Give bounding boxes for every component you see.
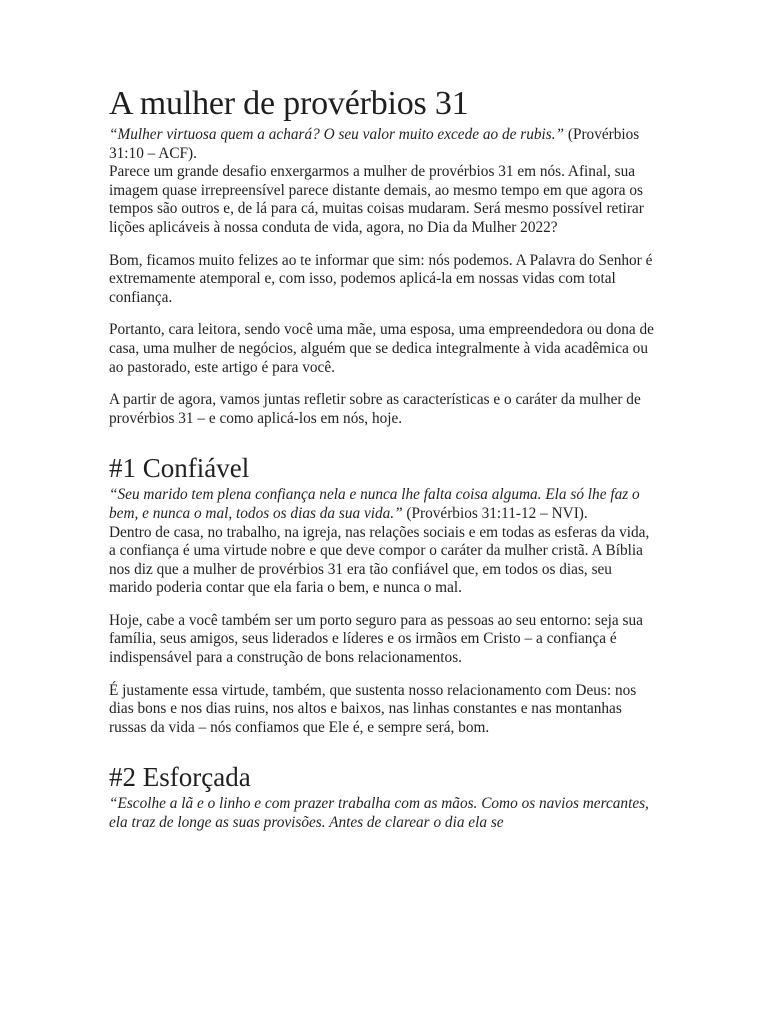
section-quote-paragraph xyxy=(109,486,659,523)
page-title: A mulher de provérbios 31 xyxy=(109,85,469,122)
section-heading: #2 Esforçada xyxy=(109,762,251,793)
body-paragraph: Bom, ficamos muito felizes ao te informar que sim: nós podemos. A Palavra do Senhor é extremamente atemporal e, com isso, podemos aplicá-la em nossas vidas com total confiança. xyxy=(109,251,653,306)
intro-quote: “Mulher virtuosa quem a achará? O seu valor muito excede ao de rubis.” xyxy=(109,126,565,143)
article xyxy=(109,84,659,833)
body-paragraph: É justamente essa virtude, também, que sustenta nosso relacionamento com Deus: nos dias bons e nos dias ruins, nos altos e baixos, nas linhas constantes e nas montanhas russas da vida – nós confiamos que Ele é, e sempre será, bom. xyxy=(109,681,637,736)
intro-quote-reference: (Provérbios 31:10 – ACF). xyxy=(109,126,640,162)
section-quote: “Escolhe a lã e o linho e com prazer trabalha com as mãos. Como os navios mercantes, ela traz de longe as suas provisões. Antes de clarear o dia ela se xyxy=(109,795,649,832)
intro-quote-paragraph xyxy=(109,126,659,163)
body-paragraph: Dentro de casa, no trabalho, na igreja, nas relações sociais e em todas as esferas da vida, a confiança é uma virtude nobre e que deve compor o caráter da mulher cristã. A Bíblia nos diz que a mulher de provérbios 31 era tão confiável que, em todos os dias, seu marido poderia contar que ela faria o bem, e nunca o mal. xyxy=(109,523,650,597)
section-heading: #1 Confiável xyxy=(109,453,250,484)
body-paragraph: Hoje, cabe a você também ser um porto seguro para as pessoas ao seu entorno: seja sua família, seus amigos, seus liderados e líderes e os irmãos em Cristo – a confiança é indispensável para a construção de bons relacionamentos. xyxy=(109,611,643,667)
section-quote-reference: (Provérbios 31:11-12 – NVI). xyxy=(402,504,588,522)
section-quote: “Seu marido tem plena confiança nela e nunca lhe falta coisa alguma. Ela só lhe faz o bem, e nunca o mal, todos os dias da sua vida.” xyxy=(109,486,640,522)
body-paragraph: Portanto, cara leitora, sendo você uma mãe, uma esposa, uma empreendedora ou dona de casa, uma mulher de negócios, alguém que se dedica integralmente à vida acadêmica ou ao pastorado, este artigo é para você. xyxy=(109,321,654,376)
body-paragraph: Parece um grande desafio enxergarmos a mulher de provérbios 31 em nós. Afinal, sua imagem quase irrepreensível parece distante demais, ao mesmo tempo em que agora os tempos são outros e, de lá para cá, muitas coisas mudaram. Será mesmo possível retirar lições aplicáveis à nossa conduta de vida, agora, no Dia da Mulher 2022? xyxy=(109,163,644,236)
body-paragraph: A partir de agora, vamos juntas refletir sobre as características e o caráter da mulher de provérbios 31 – e como aplicá-los em nós, hoje. xyxy=(109,391,641,427)
section-quote-paragraph xyxy=(109,795,659,832)
